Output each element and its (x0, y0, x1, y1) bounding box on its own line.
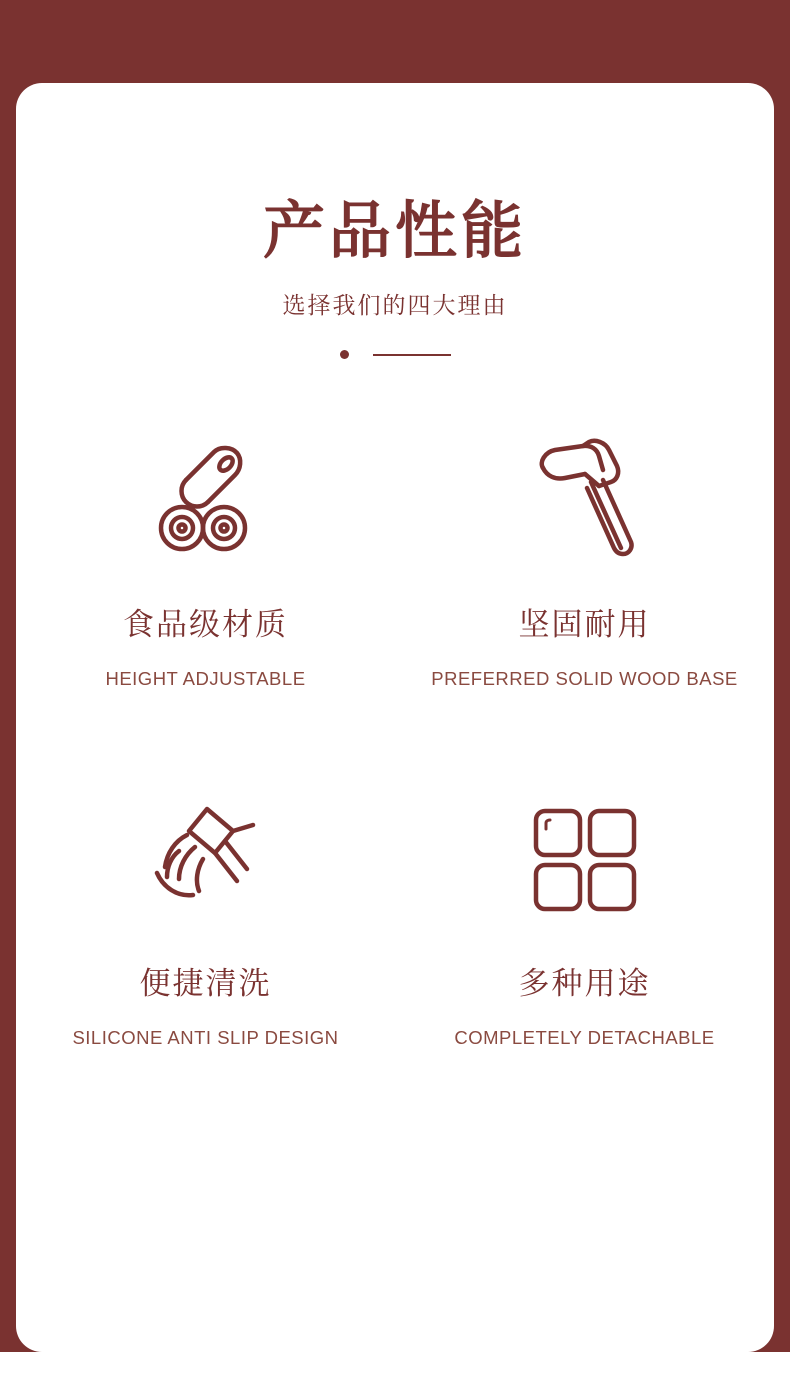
divider-line-icon (373, 354, 451, 356)
feature-subtitle: PREFERRED SOLID WOOD BASE (431, 668, 738, 689)
feature-item (16, 431, 395, 690)
features-grid (16, 431, 774, 1049)
wood-logs-icon (146, 431, 266, 571)
card-header (16, 83, 774, 359)
feature-title: 便捷清洗 (139, 966, 272, 1001)
feature-title: 食品级材质 (123, 607, 288, 642)
feature-subtitle: SILICONE ANTI SLIP DESIGN (72, 1027, 339, 1048)
product-features-card (16, 83, 774, 1352)
divider-dot-icon (340, 350, 349, 359)
feature-subtitle: HEIGHT ADJUSTABLE (105, 668, 306, 689)
feature-item (395, 790, 774, 1049)
feature-title: 坚固耐用 (518, 607, 651, 642)
divider (16, 350, 774, 359)
page-subtitle: 选择我们的四大理由 (282, 292, 508, 318)
feature-subtitle: COMPLETELY DETACHABLE (454, 1027, 715, 1048)
bottom-white-band (0, 1352, 790, 1382)
feature-item (395, 431, 774, 690)
hammer-icon (525, 431, 645, 571)
feature-title: 多种用途 (518, 966, 651, 1001)
spray-cleaning-icon (141, 790, 271, 930)
four-squares-grid-icon (530, 790, 640, 930)
page-title: 产品性能 (262, 197, 527, 266)
feature-item (16, 790, 395, 1049)
